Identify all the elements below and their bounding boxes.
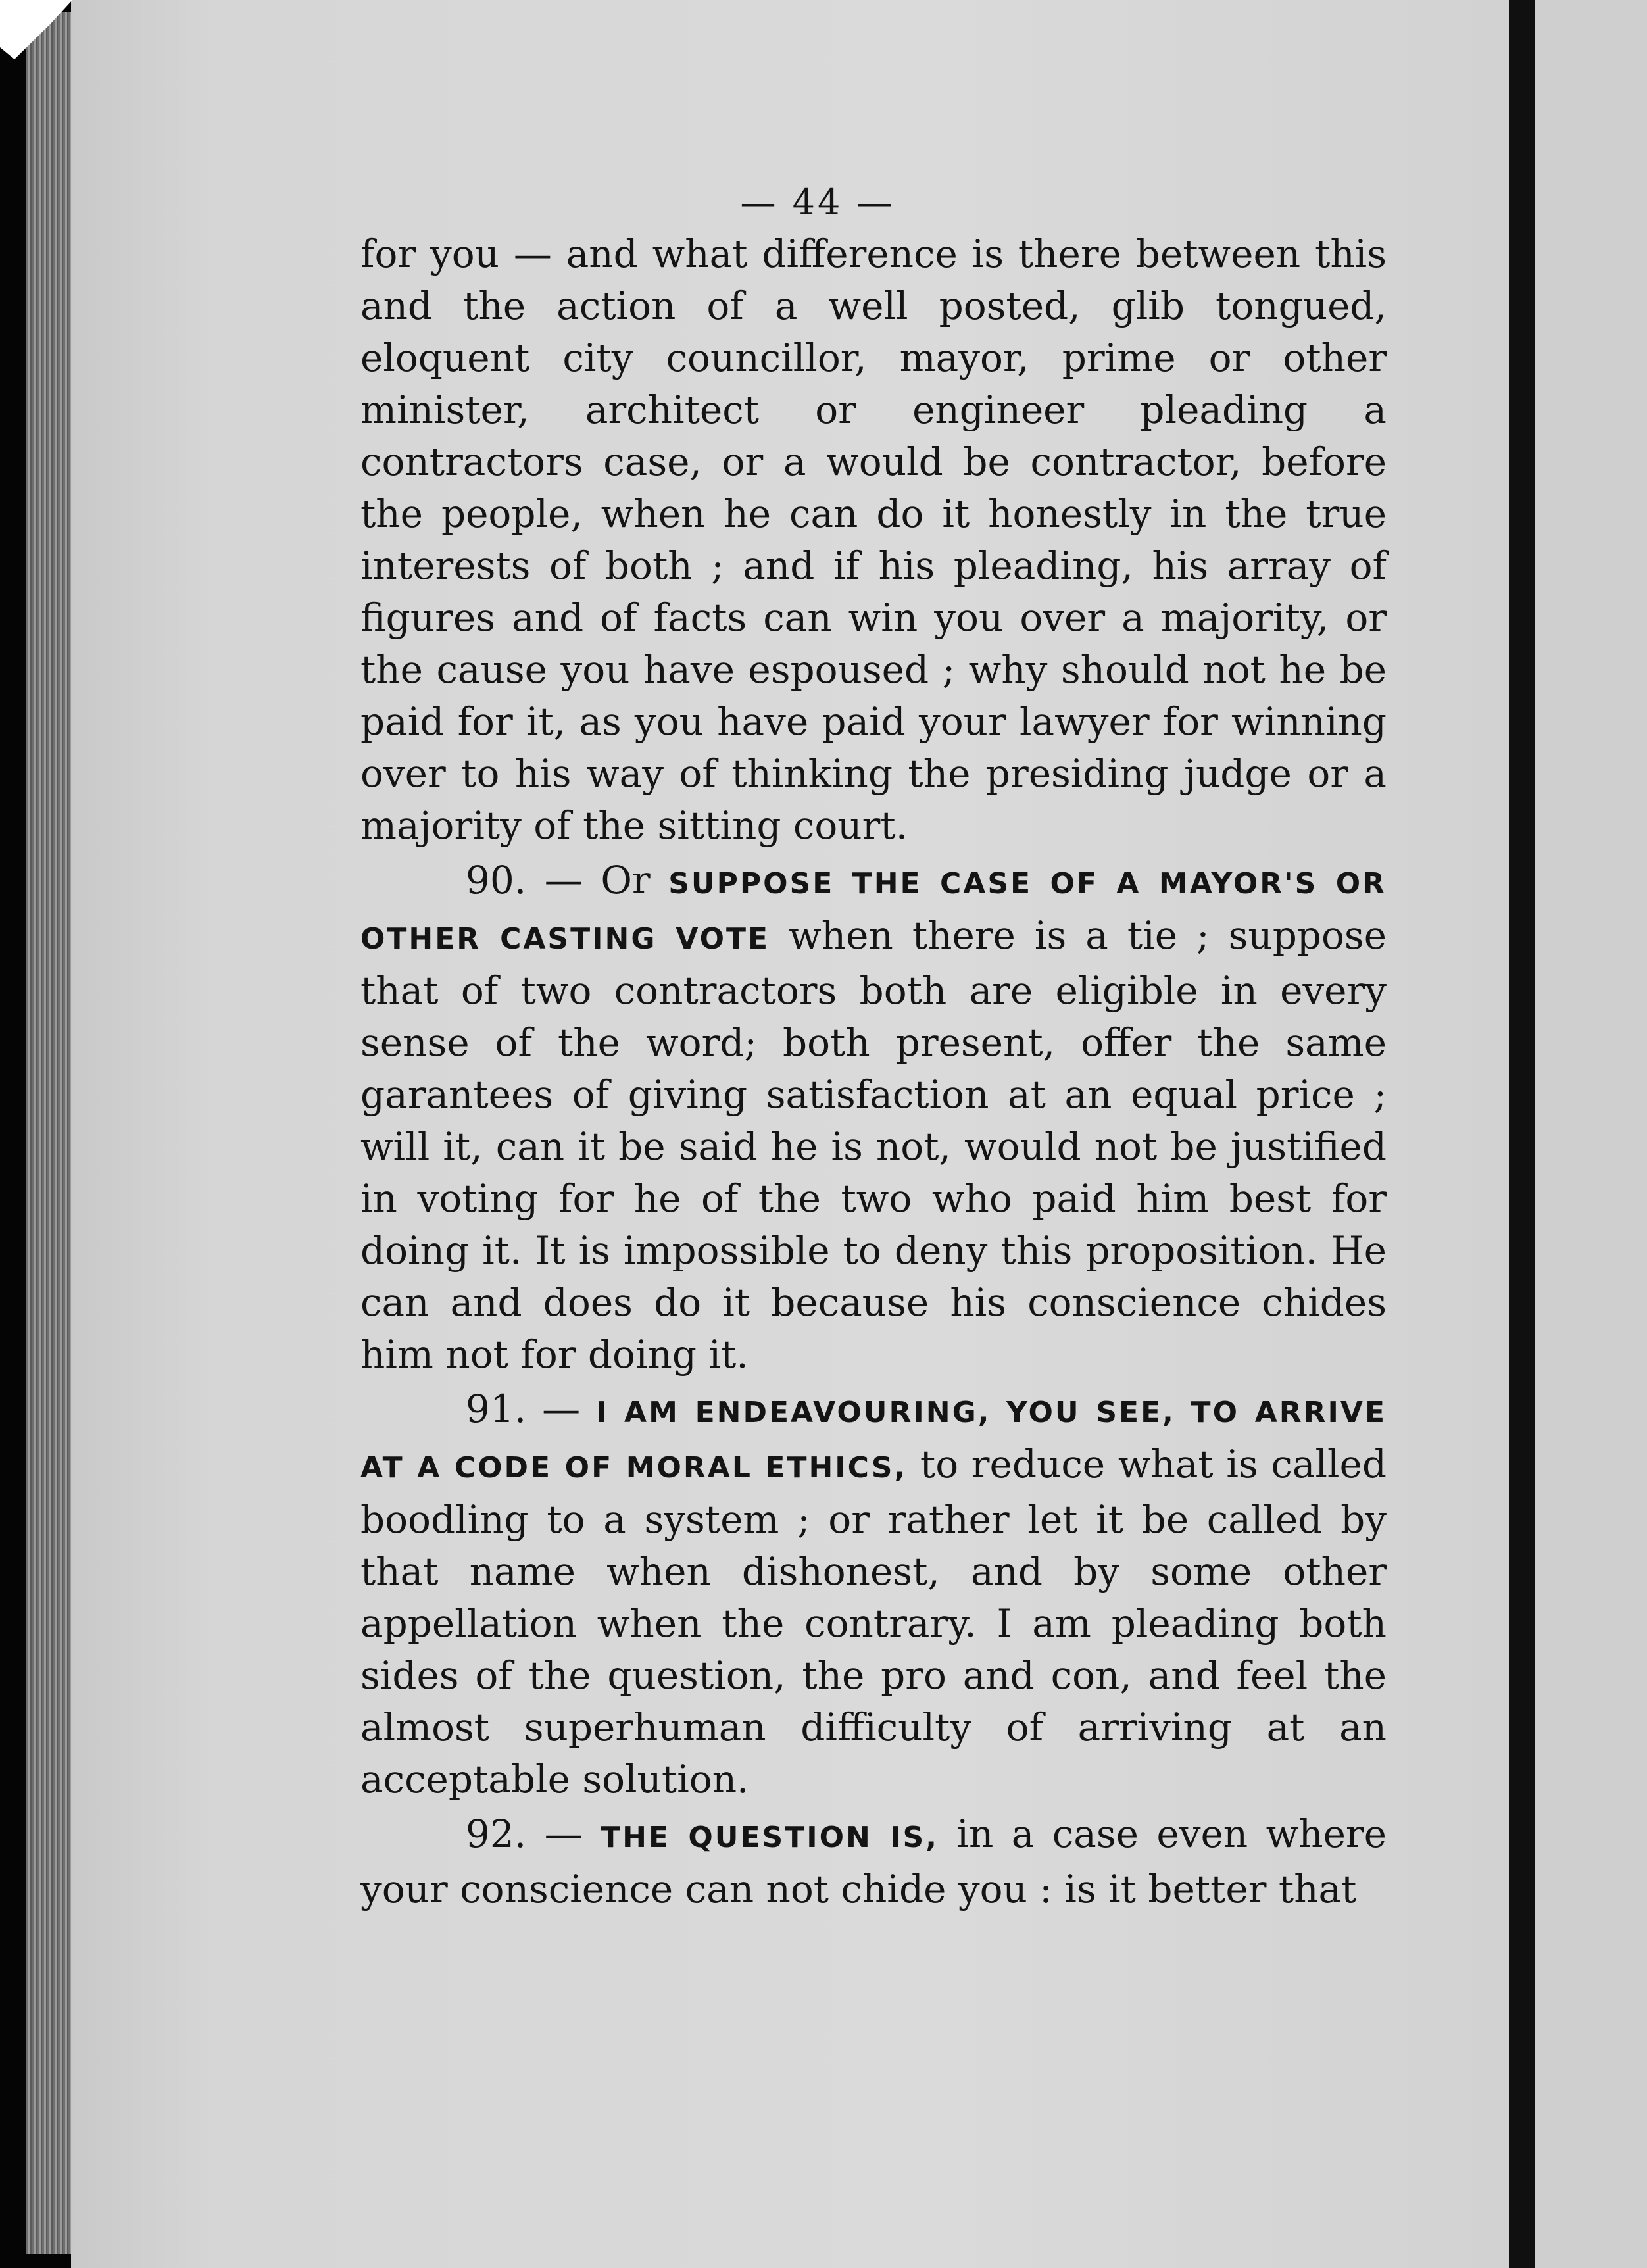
book-page-edges	[26, 12, 74, 2254]
page-number: — 44 —	[740, 182, 895, 223]
paragraph-90	[360, 854, 1387, 1381]
paragraph-text: when there is a tie ; suppose that of two contractors both are eligible in every sense of the word; both present, offer the same garantees of giving satisfaction at an equal price ; will it, can it be said he is not, would not be justified in voting for he of the two who paid him best for doing it. It is impossible to deny this proposition. He can and does do it because his conscience chides him not for doing it.	[360, 913, 1387, 1377]
page-text	[360, 176, 1387, 1915]
paragraph-emphasis: I AM ENDEAVOURING, YOU SEE, TO ARRIVE AT A CODE OF MORAL ETHICS,	[360, 1396, 1387, 1485]
book-spine	[1509, 0, 1535, 2268]
paragraph-text: in a case even where your conscience can not chide you : is it better that	[360, 1812, 1387, 1911]
paragraph-emphasis: THE QUESTION IS,	[601, 1821, 939, 1854]
paragraph-lead: 91. —	[466, 1387, 596, 1431]
paragraph-continued	[360, 228, 1387, 852]
paragraph-lead: 90. — Or	[466, 858, 669, 902]
paragraph-text: for you — and what difference is there between this and the action of a well posted, glib tongued, eloquent city councillor, mayor, prime or other minister, architect or engineer pleading a contractors case, or a would be contractor, before the people, when he can do it honestly in the true interests of both ; and if his pleading, his array of figures and of facts can win you over a majority, or the cause you have espoused ; why should not he be paid for it, as you have paid your lawyer for winning over to his way of thinking the presiding judge or a majority of the sitting court.	[360, 232, 1387, 848]
paragraph-lead: 92. —	[466, 1812, 601, 1856]
paragraph-emphasis: SUPPOSE THE CASE OF A MAYOR'S OR OTHER CASTING VOTE	[360, 867, 1387, 956]
paragraph-92	[360, 1808, 1387, 1915]
facing-page-edge	[1535, 0, 1647, 2268]
paragraph-text: to reduce what is called boodling to a system ; or rather let it be called by that name when dishonest, and by some other appellation when the contrary. I am pleading both sides of the question, the pro and con, and feel the almost superhuman difficulty of arriving at an acceptable solution.	[360, 1442, 1387, 1802]
paragraph-91	[360, 1383, 1387, 1806]
